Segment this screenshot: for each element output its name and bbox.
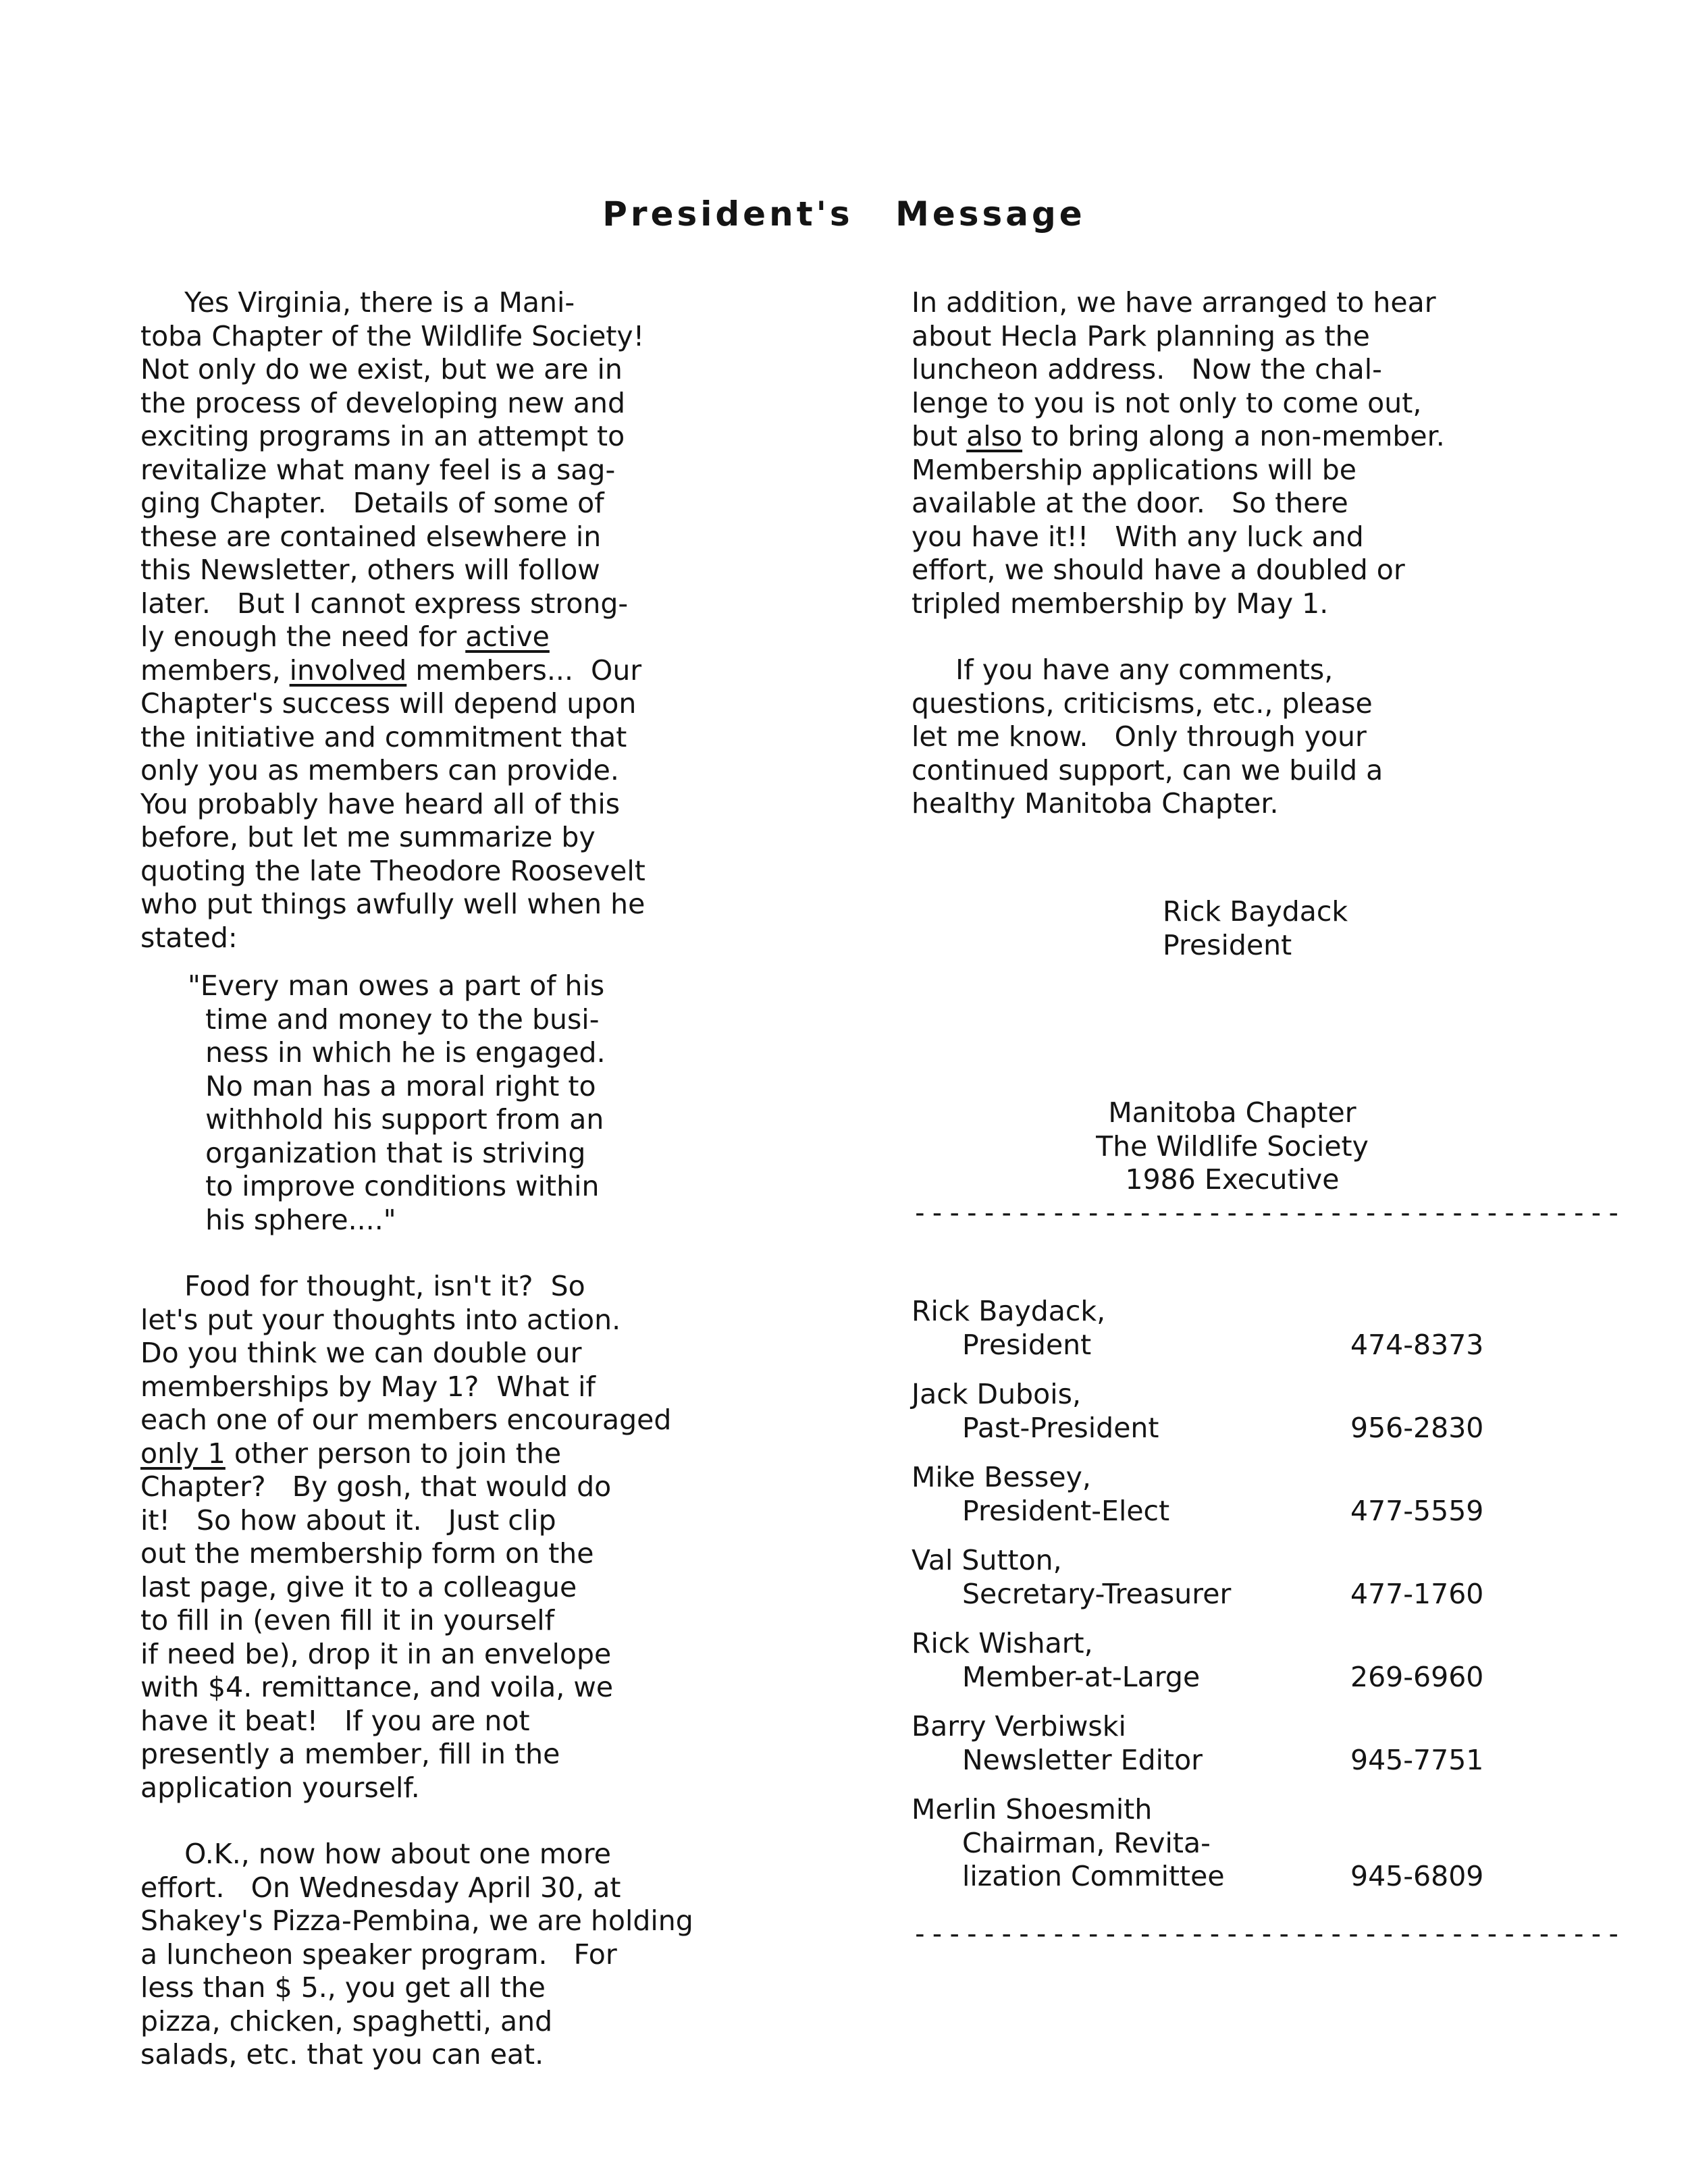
page-title: President's Message [602,194,1086,234]
text-line: each one of our members encouraged [140,1404,672,1436]
text-fragment: ly enough the need for [140,620,466,653]
quote-line: to improve conditions within [188,1170,600,1202]
text-line: let me know. Only through your [912,720,1367,753]
paragraph-membership [140,1270,816,1805]
text-line: have it beat! If you are not [140,1704,530,1737]
text-line: only you as members can provide. [140,754,619,787]
member-phone: 945-7751 [1350,1743,1484,1776]
text-line: it! So how about it. Just clip [140,1503,556,1537]
quote-line: his sphere...." [188,1203,396,1236]
quote-line: ness in which he is engaged. [188,1036,606,1069]
left-column [140,286,816,2072]
text-line: presently a member, fill in the [140,1738,560,1770]
text-line: pizza, chicken, spaghetti, and [140,2004,553,2037]
text-line: questions, criticisms, etc., please [912,687,1373,720]
paragraph-luncheon [140,1838,816,2072]
member-phone: 474-8373 [1350,1328,1484,1361]
header-line: 1986 Executive [1125,1163,1340,1196]
text-line [912,420,1587,454]
quote-line: organization that is striving [188,1136,586,1169]
quote-line: No man has a moral right to [188,1069,596,1102]
executive-header [912,1096,1553,1197]
executive-list [912,1295,1519,1910]
executive-member [912,1710,1519,1777]
text-line: lenge to you is not only to come out, [912,386,1422,419]
member-phone: 477-1760 [1350,1577,1484,1610]
member-phone: 956-2830 [1350,1411,1484,1444]
text-line: luncheon address. Now the chal- [912,353,1382,385]
text-line: let's put your thoughts into action. [140,1303,621,1336]
text-fragment: other person to join the [225,1437,562,1470]
member-name: Mike Bessey, [912,1461,1091,1493]
member-name: Rick Wishart, [912,1627,1093,1659]
text-line: out the membership form on the [140,1537,594,1570]
member-name: Rick Baydack, [912,1295,1106,1327]
text-line [140,620,816,654]
text-line: salads, etc. that you can eat. [140,2038,544,2071]
executive-member [912,1793,1519,1894]
text-fragment: members, [140,654,290,687]
quote-line: withhold his support from an [188,1103,604,1136]
text-line: before, but let me summarize by [140,821,596,853]
text-line: later. But I cannot express strong- [140,587,629,620]
text-line: effort. On Wednesday April 30, at [140,1871,621,1904]
header-line: The Wildlife Society [1096,1129,1369,1163]
text-line: to fill in (even fill it in yourself [140,1604,555,1636]
text-line: application yourself. [140,1771,420,1804]
text-line: available at the door. So there [912,487,1348,519]
role-text: Past-President [962,1411,1159,1444]
paragraph-feedback [912,654,1587,821]
underlined-word-active: active [465,620,550,653]
member-phone: 945-6809 [1350,1860,1484,1892]
text-line: healthy Manitoba Chapter. [912,787,1279,820]
signature-block [1163,895,1348,962]
member-name: Jack Dubois, [912,1378,1081,1410]
role-text: Chairman, Revita- [962,1826,1211,1859]
text-line: who put things awfully well when he [140,888,645,920]
text-line: Yes Virginia, there is a Mani- [140,286,575,319]
executive-member [912,1295,1519,1362]
role-text: Member-at-Large [962,1660,1201,1693]
text-line [140,654,816,688]
text-line: In addition, we have arranged to hear [912,286,1436,319]
executive-member [912,1544,1519,1611]
text-fragment: to bring along a non-member. [1022,420,1445,452]
role-text: lization Committee [962,1860,1225,1892]
paragraph-intro [140,286,816,955]
underlined-word-only-1: only 1 [140,1437,226,1470]
text-line: continued support, can we build a [912,753,1383,787]
text-line: ging Chapter. Details of some of [140,487,604,519]
executive-member [912,1627,1519,1694]
text-fragment: but [912,420,967,452]
text-line: about Hecla Park planning as the [912,319,1370,352]
text-line: Membership applications will be [912,453,1356,486]
roosevelt-quote [140,969,816,1237]
role-text: Newsletter Editor [962,1743,1203,1776]
role-text: President-Elect [962,1494,1170,1527]
text-line: O.K., now how about one more [140,1838,611,1870]
quote-line: "Every man owes a part of his [188,969,605,1002]
member-role [912,1412,1519,1445]
text-line [140,1437,816,1471]
text-line: these are contained elsewhere in [140,520,602,553]
text-line: exciting programs in an attempt to [140,420,625,452]
text-line: toba Chapter of the Wildlife Society! [140,319,645,352]
quote-line: time and money to the busi- [188,1003,600,1036]
text-line: stated: [140,921,238,954]
member-role [912,1495,1519,1528]
header-line: Manitoba Chapter [1108,1096,1356,1129]
text-line: if need be), drop it in an envelope [140,1637,612,1670]
text-line: If you have any comments, [912,654,1334,686]
text-line: Chapter's success will depend upon [140,687,637,720]
text-line: Chapter? By gosh, that would do [140,1470,612,1503]
role-text: President [962,1328,1092,1361]
text-line: the initiative and commitment that [140,720,627,753]
text-line: Shakey's Pizza-Pembina, we are holding [140,1905,693,1937]
member-role [912,1661,1519,1695]
text-line: tripled membership by May 1. [912,587,1329,620]
member-role [912,1827,1519,1861]
text-line: quoting the late Theodore Roosevelt [140,854,645,887]
text-line: You probably have heard all of this [140,787,621,820]
text-line: the process of developing new and [140,386,626,419]
underlined-word-also: also [966,420,1023,452]
member-role [912,1329,1519,1362]
member-name: Barry Verbiwski [912,1710,1126,1742]
member-role [912,1860,1519,1894]
member-phone: 477-5559 [1350,1494,1484,1527]
text-fragment: members... Our [406,654,642,687]
right-column [912,286,1587,821]
signature-name: Rick Baydack [1163,895,1348,928]
dashed-divider-bottom: ----------------------------------------- [912,1917,1623,1950]
member-role [912,1578,1519,1612]
dashed-divider-top: ----------------------------------------- [912,1196,1623,1229]
text-line: memberships by May 1? What if [140,1370,596,1403]
text-line: this Newsletter, others will follow [140,554,600,586]
text-line: Do you think we can double our [140,1337,582,1369]
text-line: Not only do we exist, but we are in [140,353,623,385]
underlined-word-involved: involved [289,654,407,687]
member-phone: 269-6960 [1350,1660,1484,1693]
text-line: last page, give it to a colleague [140,1570,577,1603]
text-line: a luncheon speaker program. For [140,1938,617,1971]
member-name: Val Sutton, [912,1544,1062,1576]
text-line: less than $ 5., you get all the [140,1971,546,2004]
member-name: Merlin Shoesmith [912,1793,1153,1826]
signature-role: President [1163,928,1292,961]
text-line: Food for thought, isn't it? So [140,1270,585,1302]
executive-member [912,1461,1519,1528]
member-role [912,1744,1519,1778]
executive-member [912,1378,1519,1445]
text-line: effort, we should have a doubled or [912,554,1405,586]
text-line: you have it!! With any luck and [912,520,1364,553]
text-line: revitalize what many feel is a sag- [140,453,616,486]
role-text: Secretary-Treasurer [962,1577,1232,1610]
text-line: with $4. remittance, and voila, we [140,1671,614,1703]
paragraph-hecla [912,286,1587,620]
